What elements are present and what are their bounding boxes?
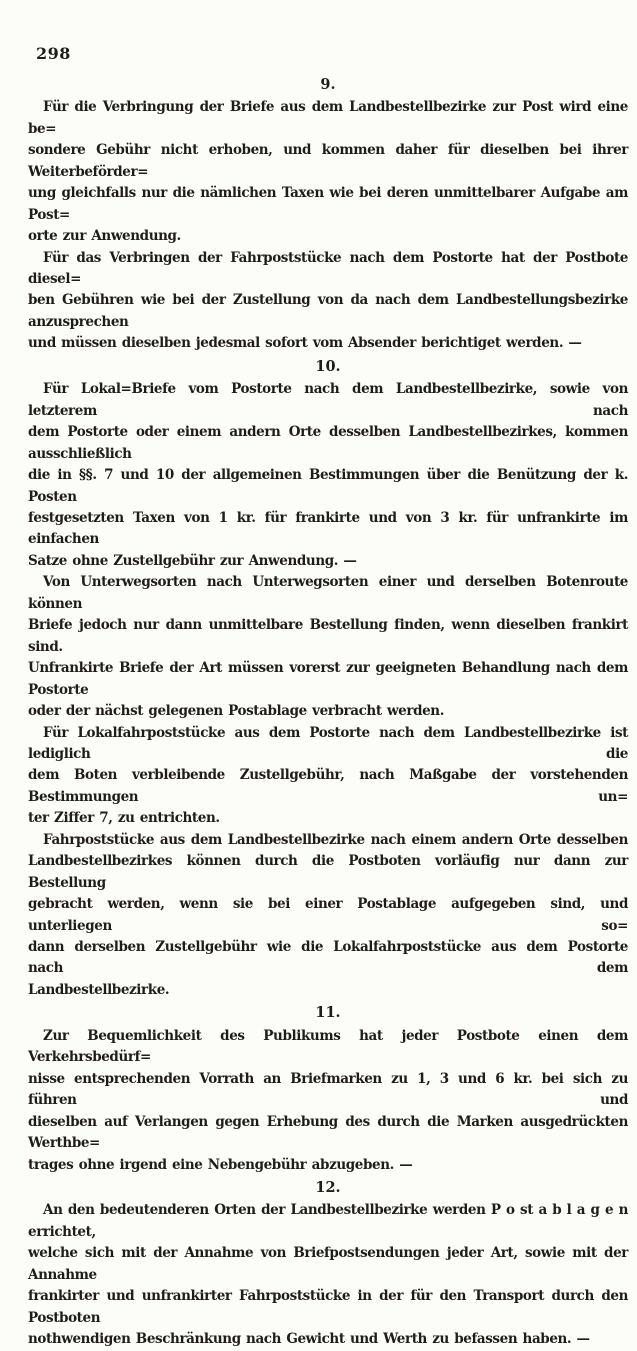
section: [28, 74, 628, 355]
section-heading: 9.: [320, 76, 336, 93]
text-line: Für Lokalfahrpoststücke aus dem Postorte nach dem Landbestellbezirke ist lediglich die: [28, 724, 628, 762]
text-line: Von Unterwegsorten nach Unterwegsorten einer und derselben Botenroute können: [28, 574, 628, 612]
text-line: nothwendigen Beschränkung nach Gewicht und Werth zu befassen haben. —: [28, 1331, 590, 1348]
text-line: ung gleichfalls nur die nämlichen Taxen wie bei deren unmittelbarer Aufgabe am Post=: [28, 185, 628, 223]
section-heading: 12.: [315, 1178, 341, 1196]
text-line: orte zur Anwendung.: [28, 228, 181, 245]
text-line: Unfrankirte Briefe der Art müssen vorerst zur geeigneten Behandlung nach dem Postorte: [28, 660, 628, 698]
text-line: An den bedeutenderen Orten der Landbestellbezirke werden P o st a b l a g e n errichtet,: [28, 1202, 628, 1240]
text-line: Briefe jedoch nur dann unmittelbare Bestellung finden, wenn dieselben frankirt sind.: [28, 617, 628, 655]
text-line: welche sich mit der Annahme von Briefpostsendungen jeder Art, sowie mit der Annahme: [28, 1245, 628, 1283]
text-line: frankirter und unfrankirter Fahrpoststücke in der für den Transport durch den Postboten: [28, 1288, 628, 1326]
paragraph: [28, 1200, 628, 1350]
paragraph: [28, 248, 628, 355]
text-line: dieselben auf Verlangen gegen Erhebung des durch die Marken ausgedrückten Werthbe=: [28, 1113, 628, 1152]
paragraph: [28, 379, 628, 572]
text-line: Landbestellbezirkes können durch die Postboten vorläufig nur dann zur Bestellung: [28, 853, 628, 891]
section: [28, 1002, 628, 1176]
text-line: sondere Gebühr nicht erhoben, und kommen daher für dieselben bei ihrer Weiterbeförder=: [28, 142, 628, 180]
paragraph: [28, 1026, 628, 1176]
text-line: Für die Verbringung der Briefe aus dem Landbestellbezirke zur Post wird eine be=: [28, 99, 628, 137]
text-line: Für das Verbringen der Fahrpoststücke nach dem Postorte hat der Postbote diesel=: [28, 249, 628, 288]
section: [28, 1177, 628, 1351]
text-line: gebracht werden, wenn sie bei einer Postablage aufgegeben sind, und unterliegen so=: [28, 896, 628, 934]
text-line: festgesetzten Taxen von 1 kr. für frankirte und von 3 kr. für unfrankirte im einfachen: [28, 509, 628, 548]
text-line: dem Boten verbleibende Zustellgebühr, nach Maßgabe der vorstehenden Bestimmungen un=: [28, 767, 628, 805]
section: [28, 356, 628, 1002]
text-line: nisse entsprechenden Vorrath an Briefmarken zu 1, 3 und 6 kr. bei sich zu führen und: [28, 1070, 628, 1109]
text-line: oder der nächst gelegenen Postablage verbracht werden.: [28, 703, 445, 720]
paragraph: [28, 97, 628, 247]
text-line: Für Lokal=Briefe vom Postorte nach dem Landbestellbezirke, sowie von letzterem nach: [28, 381, 628, 419]
section-heading: 10.: [315, 357, 341, 375]
page-content: [28, 73, 628, 1351]
text-line: dem Postorte oder einem andern Orte desselben Landbestellbezirkes, kommen ausschließlich: [28, 424, 628, 462]
text-line: ben Gebühren wie bei der Zustellung von da nach dem Landbestellungsbezirke anzusprechen: [28, 292, 628, 330]
paragraph: [28, 723, 628, 830]
section-heading: 11.: [315, 1004, 341, 1022]
text-line: die in §§. 7 und 10 der allgemeinen Bestimmungen über die Benützung der k. Posten: [28, 467, 628, 505]
text-line: Landbestellbezirke.: [28, 981, 170, 998]
text-line: Fahrpoststücke aus dem Landbestellbezirke nach einem andern Orte desselben: [43, 831, 628, 848]
paragraph: [28, 830, 628, 1002]
text-line: dann derselben Zustellgebühr wie die Lokalfahrpoststücke aus dem Postorte nach dem: [28, 939, 628, 977]
text-line: Satze ohne Zustellgebühr zur Anwendung. —: [28, 552, 357, 569]
page-number: 298: [36, 44, 71, 63]
text-line: Zur Bequemlichkeit des Publikums hat jeder Postbote einen dem Verkehrsbedürf=: [28, 1027, 628, 1066]
text-line: trages ohne irgend eine Nebengebühr abzugeben. —: [28, 1156, 413, 1173]
paragraph: [28, 572, 628, 722]
text-line: und müssen dieselben jedesmal sofort vom Absender berichtiget werden. —: [28, 335, 582, 352]
text-line: ter Ziffer 7, zu entrichten.: [28, 810, 220, 827]
